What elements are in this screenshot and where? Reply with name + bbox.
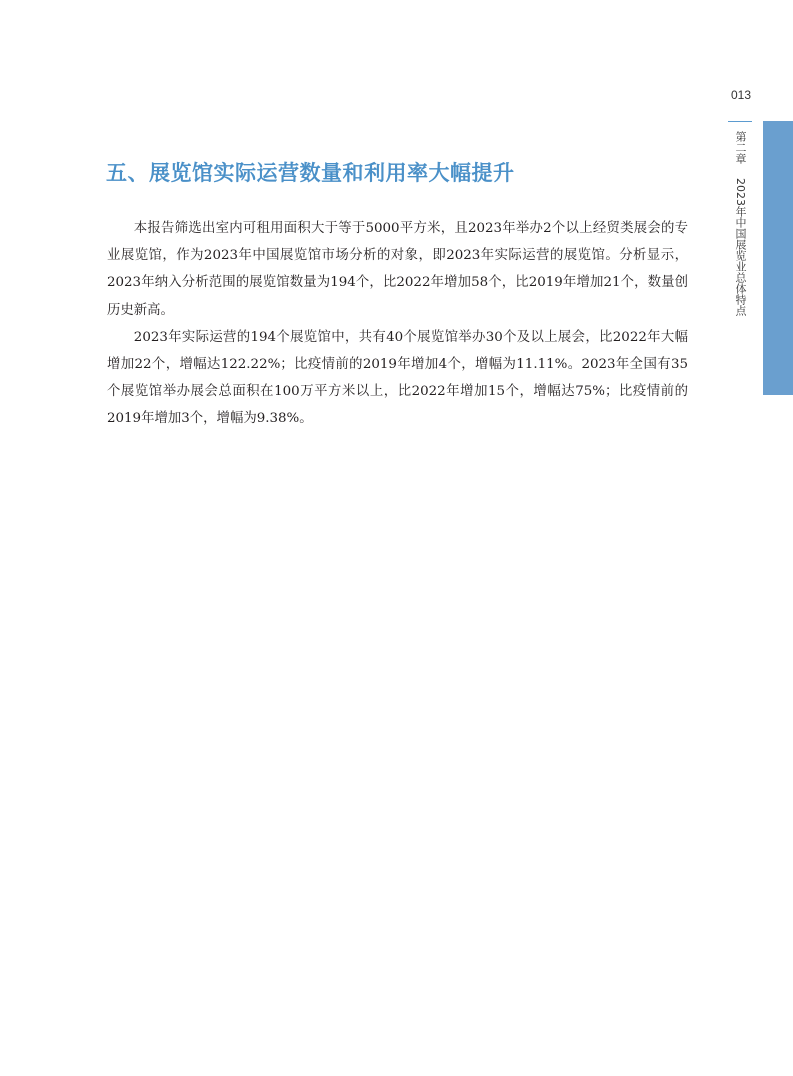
chapter-side-tab <box>763 121 793 395</box>
page-number-rule <box>728 121 752 122</box>
chapter-running-header <box>731 131 747 316</box>
body-paragraph: 2023年实际运营的194个展览馆中，共有40个展览馆举办30个及以上展会，比2022年大幅增加22个，增幅达122.22%；比疫情前的2019年增加4个，增幅为11.11%。2023年全国有35个展览馆举办展会总面积在100万平方米以上，比2022年增加15个，增幅达75%；比疫情前的2019年增加3个，增幅为9.38%。 <box>107 329 688 427</box>
page-number: 013 <box>730 88 752 102</box>
section-heading: 五、展览馆实际运营数量和利用率大幅提升 <box>106 161 515 185</box>
body-paragraph: 本报告筛选出室内可租用面积大于等于5000平方米，且2023年举办2个以上经贸类展会的专业展览馆，作为2023年中国展览馆市场分析的对象，即2023年实际运营的展览馆。分析显示，2023年纳入分析范围的展览馆数量为194个，比2022年增加58个，比2019年增加21个，数量创历史新高。 <box>107 221 688 318</box>
section-body <box>107 215 688 433</box>
chapter-title: 2023年中国展览业总体特点 <box>734 178 747 316</box>
chapter-number: 第二章 <box>734 131 747 164</box>
